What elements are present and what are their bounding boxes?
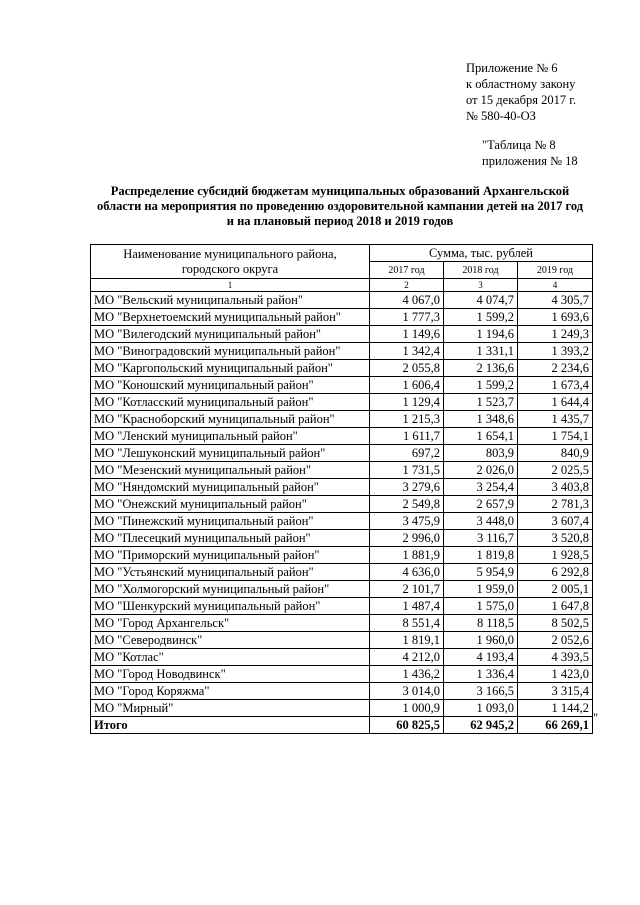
row-value-2019: 6 292,8 <box>518 564 593 581</box>
row-value-2019: 1 644,4 <box>518 394 593 411</box>
row-value-2018: 1 654,1 <box>444 428 518 445</box>
row-name: МО "Город Новодвинск" <box>91 666 370 683</box>
table-header-row <box>91 245 593 262</box>
row-value-2019: 3 403,8 <box>518 479 593 496</box>
row-value-2018: 803,9 <box>444 445 518 462</box>
table-row <box>91 411 593 428</box>
total-label: Итого <box>91 717 370 734</box>
table-row <box>91 343 593 360</box>
header-year-2017: 2017 год <box>370 262 444 279</box>
row-name: МО "Вельский муниципальный район" <box>91 292 370 309</box>
row-value-2017: 1 731,5 <box>370 462 444 479</box>
row-value-2019: 1 693,6 <box>518 309 593 326</box>
row-value-2017: 1 611,7 <box>370 428 444 445</box>
table-row <box>91 615 593 632</box>
column-number: 4 <box>518 279 593 292</box>
appendix-note <box>466 60 576 124</box>
row-name: МО "Верхнетоемский муниципальный район" <box>91 309 370 326</box>
row-value-2017: 3 475,9 <box>370 513 444 530</box>
row-name: МО "Город Архангельск" <box>91 615 370 632</box>
row-value-2018: 3 166,5 <box>444 683 518 700</box>
row-value-2017: 2 996,0 <box>370 530 444 547</box>
table-row <box>91 377 593 394</box>
row-name: МО "Лешуконский муниципальный район" <box>91 445 370 462</box>
row-value-2017: 3 279,6 <box>370 479 444 496</box>
row-value-2019: 1 647,8 <box>518 598 593 615</box>
row-value-2019: 1 144,2 <box>518 700 593 717</box>
row-name: МО "Котласский муниципальный район" <box>91 394 370 411</box>
table-row <box>91 292 593 309</box>
table-row <box>91 479 593 496</box>
row-value-2017: 1 819,1 <box>370 632 444 649</box>
row-name: МО "Ленский муниципальный район" <box>91 428 370 445</box>
row-value-2018: 4 074,7 <box>444 292 518 309</box>
row-value-2017: 4 067,0 <box>370 292 444 309</box>
row-value-2019: 2 005,1 <box>518 581 593 598</box>
document-title <box>80 184 600 229</box>
row-value-2017: 4 212,0 <box>370 649 444 666</box>
table-row <box>91 700 593 717</box>
row-name: МО "Мезенский муниципальный район" <box>91 462 370 479</box>
appendix-line: к областному закону <box>466 77 576 91</box>
row-name: МО "Шенкурский муниципальный район" <box>91 598 370 615</box>
row-name: МО "Вилегодский муниципальный район" <box>91 326 370 343</box>
column-number: 2 <box>370 279 444 292</box>
row-value-2018: 3 254,4 <box>444 479 518 496</box>
title-line: и на плановый период 2018 и 2019 годов <box>226 214 454 228</box>
row-value-2018: 1 348,6 <box>444 411 518 428</box>
row-value-2018: 8 118,5 <box>444 615 518 632</box>
row-value-2017: 3 014,0 <box>370 683 444 700</box>
row-value-2019: 1 393,2 <box>518 343 593 360</box>
row-name: МО "Холмогорский муниципальный район" <box>91 581 370 598</box>
row-value-2017: 2 101,7 <box>370 581 444 598</box>
row-value-2019: 2 052,6 <box>518 632 593 649</box>
row-value-2018: 1 575,0 <box>444 598 518 615</box>
row-value-2019: 840,9 <box>518 445 593 462</box>
column-number: 3 <box>444 279 518 292</box>
row-value-2018: 1 960,0 <box>444 632 518 649</box>
table-row <box>91 632 593 649</box>
row-value-2019: 4 393,5 <box>518 649 593 666</box>
row-name: МО "Онежский муниципальный район" <box>91 496 370 513</box>
table-row <box>91 445 593 462</box>
closing-quote: " <box>593 711 599 725</box>
row-value-2019: 3 520,8 <box>518 530 593 547</box>
row-name: МО "Мирный" <box>91 700 370 717</box>
row-value-2018: 1 599,2 <box>444 377 518 394</box>
row-value-2019: 1 249,3 <box>518 326 593 343</box>
total-2019: 66 269,1 <box>518 717 593 734</box>
table-row <box>91 666 593 683</box>
row-value-2018: 1 093,0 <box>444 700 518 717</box>
table-row <box>91 326 593 343</box>
row-value-2019: 8 502,5 <box>518 615 593 632</box>
row-name: МО "Плесецкий муниципальный район" <box>91 530 370 547</box>
row-value-2018: 5 954,9 <box>444 564 518 581</box>
row-name: МО "Северодвинск" <box>91 632 370 649</box>
row-value-2019: 1 435,7 <box>518 411 593 428</box>
header-year-2019: 2019 год <box>518 262 593 279</box>
row-value-2017: 1 777,3 <box>370 309 444 326</box>
appendix-line: от 15 декабря 2017 г. <box>466 93 577 107</box>
table-row <box>91 462 593 479</box>
table-column-numbers-row <box>91 279 593 292</box>
row-name: МО "Каргопольский муниципальный район" <box>91 360 370 377</box>
row-value-2017: 1 215,3 <box>370 411 444 428</box>
row-value-2017: 1 342,4 <box>370 343 444 360</box>
table-row <box>91 309 593 326</box>
row-value-2018: 1 336,4 <box>444 666 518 683</box>
table-row <box>91 564 593 581</box>
row-value-2018: 1 331,1 <box>444 343 518 360</box>
table-row <box>91 581 593 598</box>
row-value-2018: 3 116,7 <box>444 530 518 547</box>
table-row <box>91 428 593 445</box>
table-row <box>91 683 593 700</box>
row-value-2017: 697,2 <box>370 445 444 462</box>
row-value-2018: 2 136,6 <box>444 360 518 377</box>
row-value-2017: 1 000,9 <box>370 700 444 717</box>
row-value-2017: 1 487,4 <box>370 598 444 615</box>
title-line: области на мероприятия по проведению оздоровительной кампании детей на 2017 год <box>96 199 584 213</box>
table-row <box>91 598 593 615</box>
header-year-2018: 2018 год <box>444 262 518 279</box>
row-value-2017: 1 436,2 <box>370 666 444 683</box>
header-name: Наименование муниципального района, городского округа <box>91 245 370 279</box>
header-sum: Сумма, тыс. рублей <box>370 245 593 262</box>
title-line: Распределение субсидий бюджетам муниципальных образований Архангельской <box>110 184 570 198</box>
row-name: МО "Красноборский муниципальный район" <box>91 411 370 428</box>
row-name: МО "Коношский муниципальный район" <box>91 377 370 394</box>
row-value-2019: 2 781,3 <box>518 496 593 513</box>
column-number: 1 <box>91 279 370 292</box>
row-name: МО "Няндомский муниципальный район" <box>91 479 370 496</box>
appendix-line: Приложение № 6 <box>466 61 558 75</box>
row-value-2019: 1 673,4 <box>518 377 593 394</box>
row-value-2019: 1 754,1 <box>518 428 593 445</box>
table-row <box>91 513 593 530</box>
row-name: МО "Пинежский муниципальный район" <box>91 513 370 530</box>
row-value-2019: 2 025,5 <box>518 462 593 479</box>
row-value-2019: 1 928,5 <box>518 547 593 564</box>
row-value-2019: 3 315,4 <box>518 683 593 700</box>
table-row <box>91 496 593 513</box>
row-value-2018: 2 026,0 <box>444 462 518 479</box>
row-value-2018: 1 523,7 <box>444 394 518 411</box>
row-value-2017: 4 636,0 <box>370 564 444 581</box>
row-value-2018: 1 959,0 <box>444 581 518 598</box>
total-2017: 60 825,5 <box>370 717 444 734</box>
table-row <box>91 394 593 411</box>
row-value-2017: 8 551,4 <box>370 615 444 632</box>
appendix-line: № 580-40-ОЗ <box>466 109 536 123</box>
table-row <box>91 530 593 547</box>
row-value-2018: 1 819,8 <box>444 547 518 564</box>
row-name: МО "Город Коряжма" <box>91 683 370 700</box>
total-2018: 62 945,2 <box>444 717 518 734</box>
row-value-2017: 2 055,8 <box>370 360 444 377</box>
table-reference <box>482 137 578 169</box>
row-value-2019: 3 607,4 <box>518 513 593 530</box>
subsidy-table <box>90 244 593 734</box>
row-value-2019: 4 305,7 <box>518 292 593 309</box>
row-name: МО "Устьянский муниципальный район" <box>91 564 370 581</box>
row-value-2019: 2 234,6 <box>518 360 593 377</box>
row-value-2017: 1 149,6 <box>370 326 444 343</box>
row-value-2018: 1 599,2 <box>444 309 518 326</box>
table-row <box>91 649 593 666</box>
row-value-2017: 1 129,4 <box>370 394 444 411</box>
table-reference-line: приложения № 18 <box>482 154 578 168</box>
row-name: МО "Виноградовский муниципальный район" <box>91 343 370 360</box>
row-value-2018: 1 194,6 <box>444 326 518 343</box>
row-value-2017: 2 549,8 <box>370 496 444 513</box>
row-name: МО "Котлас" <box>91 649 370 666</box>
table-row <box>91 360 593 377</box>
row-name: МО "Приморский муниципальный район" <box>91 547 370 564</box>
row-value-2018: 4 193,4 <box>444 649 518 666</box>
row-value-2019: 1 423,0 <box>518 666 593 683</box>
table-reference-line: "Таблица № 8 <box>482 138 556 152</box>
table-row <box>91 547 593 564</box>
row-value-2017: 1 606,4 <box>370 377 444 394</box>
row-value-2017: 1 881,9 <box>370 547 444 564</box>
row-value-2018: 2 657,9 <box>444 496 518 513</box>
table-total-row <box>91 717 593 734</box>
row-value-2018: 3 448,0 <box>444 513 518 530</box>
